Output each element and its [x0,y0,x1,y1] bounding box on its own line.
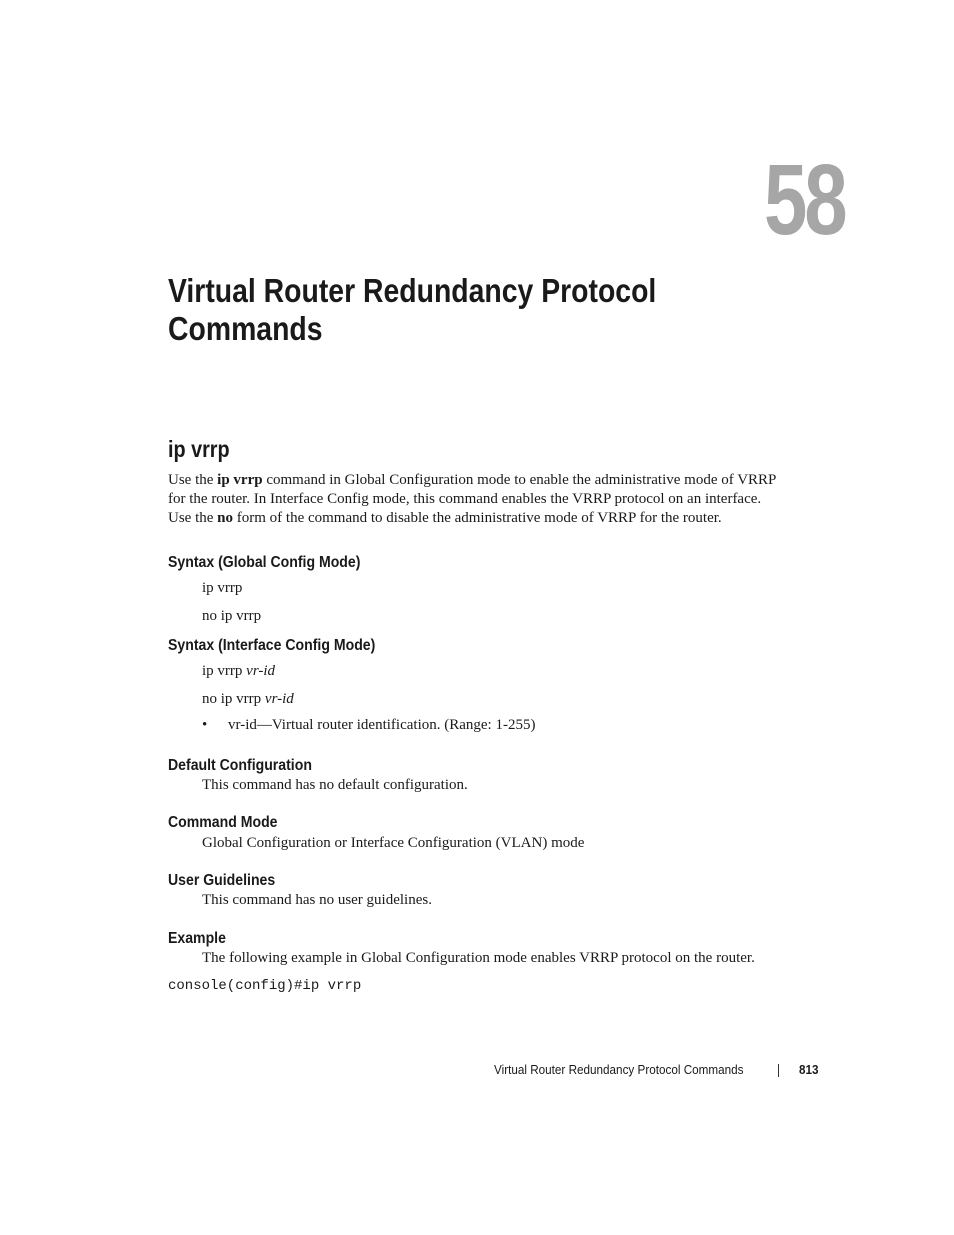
intro-text-2: command in Global Configuration mode to enable the administrative mode of VRRP for the router. In Interface Config mode, this command enables the VRRP protocol on an interface. Use the [168,472,776,526]
footer-separator [778,1064,779,1077]
intro-no-bold: no [217,509,233,526]
syntax-interface-line-1-arg: vr-id [246,663,276,679]
syntax-interface-line-1-cmd: ip vrrp [202,663,247,679]
parameter-description: vr-id—Virtual router identification. (Range: 1-255) [228,717,536,733]
intro-text-1: Use the [168,472,218,488]
command-mode-text: Global Configuration or Interface Configuration (VLAN) mode [202,835,585,851]
syntax-interface-line-2-cmd: no ip vrrp [202,691,265,707]
syntax-global-line-1: ip vrrp [202,580,243,596]
footer-title: Virtual Router Redundancy Protocol Commands [494,1062,744,1077]
syntax-interface-heading: Syntax (Interface Config Mode) [168,637,376,654]
page-number: 813 [799,1062,819,1077]
bullet-icon: • [202,717,208,733]
intro-text-3: form of the command to disable the administrative mode of VRRP for the router. [233,509,722,526]
default-configuration-text: This command has no default configuration. [202,777,468,793]
user-guidelines-heading: User Guidelines [168,872,276,889]
parameter-bullet [202,717,535,734]
intro-command-bold: ip vrrp [217,472,263,488]
syntax-interface-line-1 [202,663,275,680]
syntax-global-heading: Syntax (Global Config Mode) [168,554,361,571]
chapter-title-line-2: Commands [168,310,323,347]
chapter-number: 58 [764,144,845,256]
example-heading: Example [168,930,226,947]
default-configuration-heading: Default Configuration [168,757,312,774]
chapter-title-line-1: Virtual Router Redundancy Protocol [168,272,657,309]
syntax-global-line-2: no ip vrrp [202,608,262,624]
syntax-interface-line-2 [202,691,294,708]
section-title: ip vrrp [168,436,230,462]
user-guidelines-text: This command has no user guidelines. [202,892,432,908]
command-mode-heading: Command Mode [168,814,278,831]
chapter-title [168,272,656,348]
console-example: console(config)#ip vrrp [168,978,362,994]
syntax-interface-line-2-arg: vr-id [264,691,294,707]
example-text: The following example in Global Configuration mode enables VRRP protocol on the router. [202,950,755,966]
intro-paragraph [168,471,778,527]
